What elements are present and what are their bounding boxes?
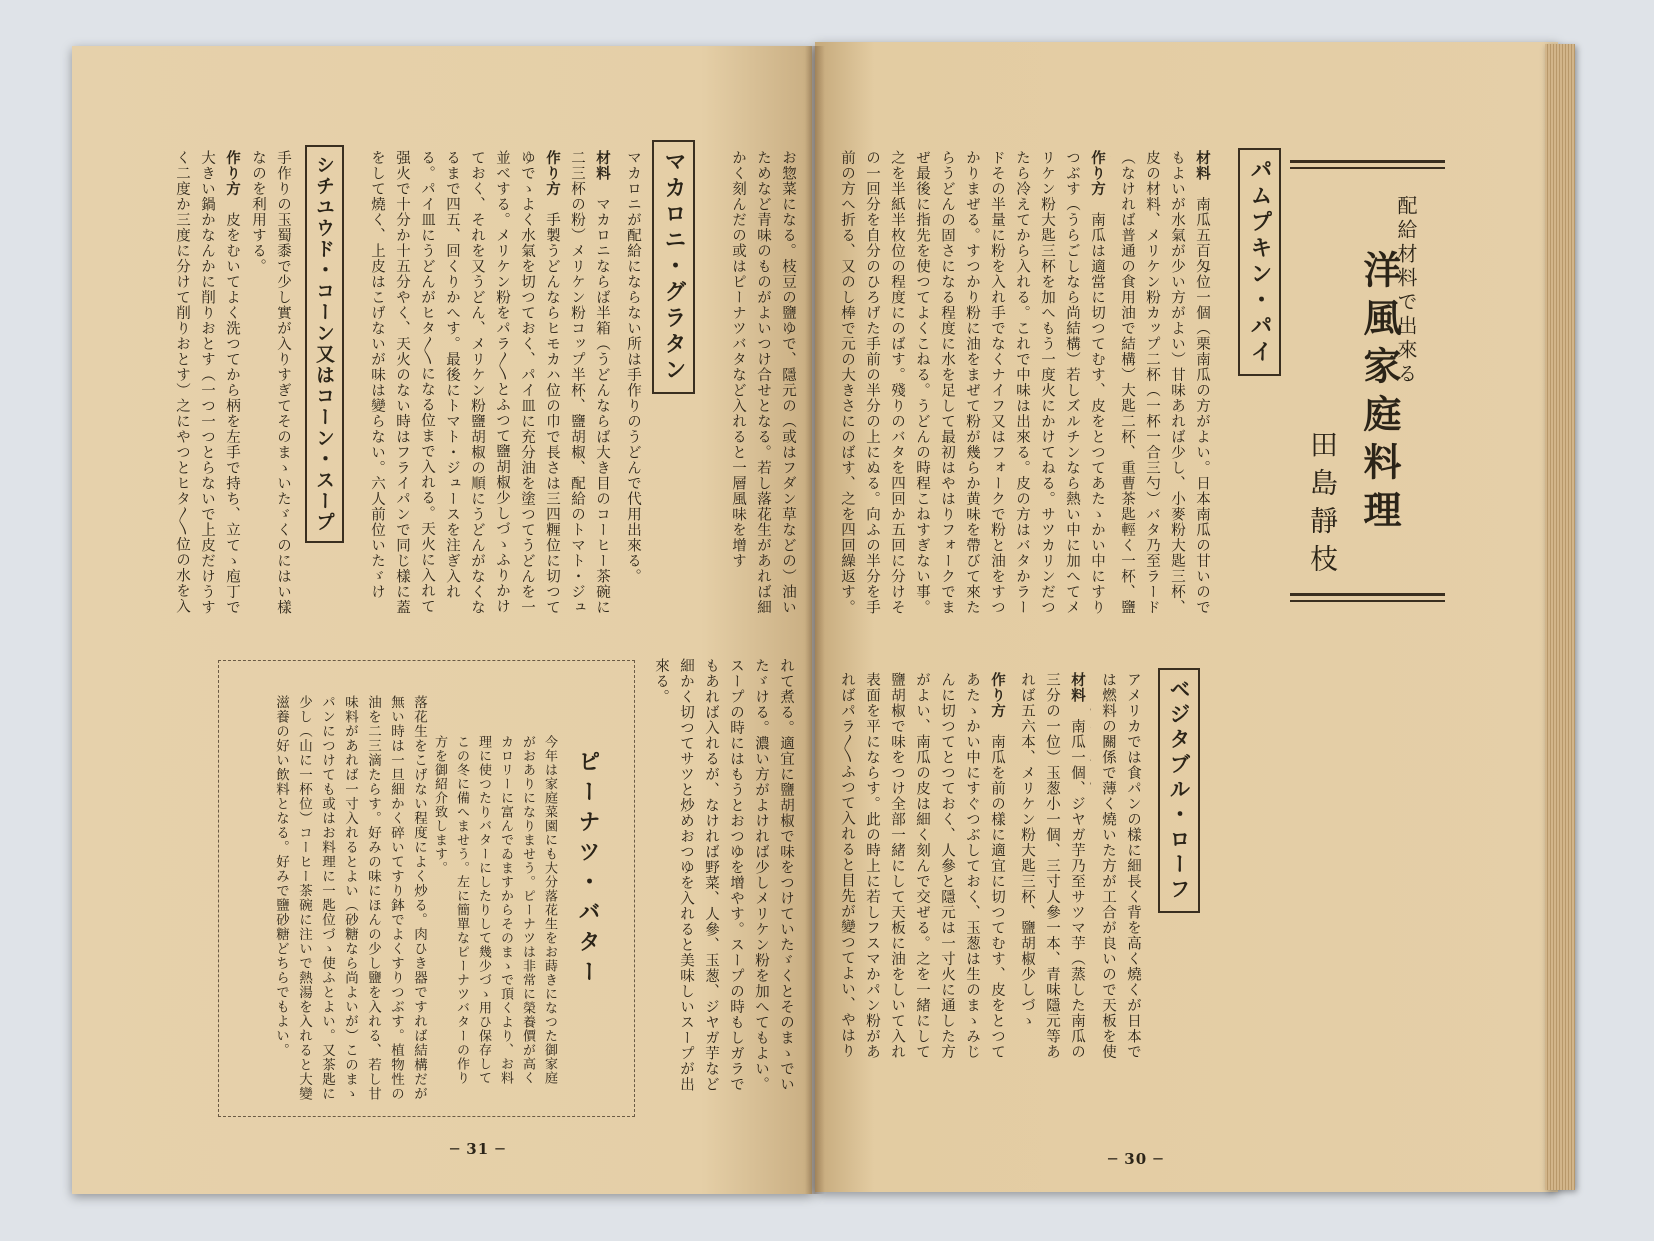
stew-intro: 手作りの玉蜀黍で少し實が入りすぎてそのまゝいたゞくのにはい樣なのを利用する。 (250, 150, 291, 615)
vegetable-loaf-method (835, 672, 1010, 1067)
header-rule-bottom (1290, 593, 1445, 596)
label-materials: 材料 (1194, 150, 1211, 181)
vegetable-loaf-method-text: 南瓜を前の樣に適宜に切つてむす、皮をとつてあたゝかい中にすぐつぶしておく、玉葱は生のまゝみじんに切つてとつておく、人參と隱元は一寸火に通した方がよい、南瓜の皮は細く刻んで交ぜる。之を一緒にして鹽胡椒で味をつけ全部一緒にして天板に油をしいて入れ表面を平にならす。此の時上に若しフスマかパン粉があればパラ〱ふつて入れると目先が變つてよい、やはり (839, 672, 1005, 1060)
macaroni-materials-text: マカロニならば半箱（うどんならば大き目のコーヒー茶碗に二三杯の粉）メリケン粉コップ半杯、鹽胡椒、配給のトマト・ジュ (569, 150, 610, 615)
macaroni-intro: マカロニが配給にならない所は手作りのうどんで代用出來る。 (625, 150, 641, 584)
page-number-left: ─ 31 ─ (450, 1140, 506, 1158)
pumpkin-pie-materials-text: 南瓜五百匁位一個（栗南瓜の方がよい。日本南瓜の甘いのでもよいが水氣が少い方がよい）甘味あれば少し、小麥粉大匙三杯、皮の材料、メリケン粉カップ二杯（一杯一合三勺）バタ乃至ラード（なければ普通の食用油で結構）大匙二杯、重曹茶匙輕く一杯、鹽 (1119, 150, 1210, 615)
pumpkin-pie-method-text: 南瓜は適當に切つてむす、皮をとつてあたゝかい中にすりつぶす（うらごしなら尚結構）若しズルチンなら熱い中に加へてメリケン粉大匙三杯を加へもう一度火にかけてねる。サツカリンだつたら冷えてから入れる。これで中味は出來る。皮の方はバタかラードその半量に粉を入れ手でなくナイフ又はフォークで粉と油をすつかりまぜる。すつかり粉に油をまぜて粉が幾らか黄味を帶びて來たらうどんの固さになる程度に水を足して最初はやはりフォークでまぜ最後に指先を使つてよくこねる。うどんの時程こねすぎない事。之を半紙半枚位の程度にのばす。殘りのバタを四回か五回に分けその一回分を自分のひろげた手前の半分の上にぬる。向ふの半分を手前の方へ折る、又のし棒で元の大きさにのばす、之を四回繰返す。 (839, 150, 1105, 615)
header-rule-top (1290, 160, 1445, 163)
label-method: 作り方 (1089, 150, 1106, 197)
heading-stew-corn: シチユウド・コーン又はコーン・スープ (305, 145, 344, 543)
page-number-right: ─ 30 ─ (1108, 1150, 1164, 1168)
peanut-butter-body: 落花生をこげない程度によく炒る。肉ひき器ですれば結構だが無い時は一旦細かく碎いてすり鉢でよくすりつぶす。植物性の油を二三滴たらす。好みの味にほんの少し鹽を入れる、若し甘味料があれば一寸入れるとよい（砂糖なら尚よいが）このまゝパンにつけても或はお料理に一匙位づゝ使ふとよい。又茶匙に少し（山に一杯位）コーヒー茶碗に注いで熱湯を入れると大變滋養の好い飲料となる。好みで鹽砂糖どちらでもよい。 (273, 695, 427, 1101)
macaroni-method-text: 手製うどんならヒモカハ位の巾で長さは三四糎位に切つてゆでゝよく水氣を切つておく、パイ皿に充分油を塗つてうどんを一並べする。メリケン粉をパラ〱とふつて鹽胡椒少しづゝふりかけておく、それを又うどん、メリケン粉鹽胡椒の順にうどんがなくなるまで四五、回くりかへす。最後にトマト・ジュースを注ぎ入れる。パイ皿にうどんがヒタ〱になる位まで入れる。天火に入れて强火で十分か十五分やく、天火のない時はフライパンで同じ樣に蓋をして燒く、上皮はこげないが味は變らない。六人前位いたゞけ (369, 150, 560, 615)
heading-vegetable-loaf: ベジタブル・ローフ (1158, 668, 1200, 913)
macaroni-materials (565, 150, 615, 620)
stew-continuation: れて煮る。適宜に鹽胡椒で味をつけていたゞくとそのまゝでいたゞける。濃い方がよければ少しメリケン粉を加へてもよい。スープの時にはもうとおつゆを增やす。スープの時もしガラでもあれば入れるが、なければ野菜、人參、玉葱、ジヤガ芋など細かく切つてサツと炒めおつゆを入れると美味しいスープが出來る。 (653, 658, 794, 1092)
vegetable-loaf-intro: アメリカでは食パンの樣に細長く背を高く燒くが日本では燃料の關係で薄く燒いた方が工合が良いので天板を使 (1100, 672, 1141, 1060)
header-rule-bottom-2 (1290, 600, 1445, 602)
vegetable-loaf-materials-text: 南瓜一個、ジヤガ芋乃至サツマ芋（蒸した南瓜の三分の一位）玉葱小一個、三寸人參一本、青味隱元等あれば五六本、メリケン粉大匙三杯、鹽胡椒少しづゝ (1019, 672, 1085, 1060)
stew-method-text: 皮をむいてよく洗つてから柄を左手で持ち、立てゝ庖丁で大きい鍋かなんかに削りおとす（一つ一つとらないで上皮だけうすく二度か三度に分けて削りおとす）之にやつとヒタ〱位の水を入 (174, 150, 240, 615)
article-kicker: 配給材料で出來る (1394, 195, 1418, 387)
macaroni-method (365, 150, 565, 620)
pumpkin-pie-materials (1110, 150, 1215, 620)
label-method-loaf: 作り方 (989, 672, 1006, 719)
page-edge-stack (1545, 44, 1575, 1190)
heading-peanut-butter: ピーナツ・バター (575, 750, 600, 990)
label-method-stew: 作り方 (224, 150, 241, 197)
article-author: 田島靜枝 (1306, 430, 1339, 582)
book-gutter (805, 46, 825, 1194)
stew-method (170, 150, 245, 620)
header-rule-top-2 (1290, 167, 1445, 169)
article-title: 洋風家庭料理 (1357, 250, 1402, 538)
continuation-text: お惣菜になる。枝豆の鹽ゆで、隱元の（或はフダン草などの）油いためなど青味のものがよいつけ合せとなる。若し落花生があれば細かく刻んだの或はピーナツバタなど入れると一層風味を增す (730, 150, 796, 615)
heading-macaroni-gratin: マカロニ・グラタン (652, 140, 695, 394)
heading-pumpkin-pie: パムプキン・パイ (1238, 148, 1281, 376)
pumpkin-pie-method (835, 150, 1110, 620)
label-materials-loaf: 材料 (1069, 672, 1086, 703)
vegetable-loaf-materials (1010, 672, 1090, 1067)
label-method-macaroni: 作り方 (544, 150, 561, 197)
peanut-butter-intro: 今年は家庭菜園にも大分落花生をお蒔きになつた御家庭がおありになりませう。ピーナツは非常に榮養價が高くカロリーに富んでゐますからそのまゝで頂くより、お料理に使つたりバターにしたりして幾少づゝ用ひ保存してこの冬に備へませう。左に簡單なピーナツバターの作り方を御紹介致します。 (432, 735, 557, 1085)
label-materials-macaroni: 材料 (594, 150, 611, 181)
